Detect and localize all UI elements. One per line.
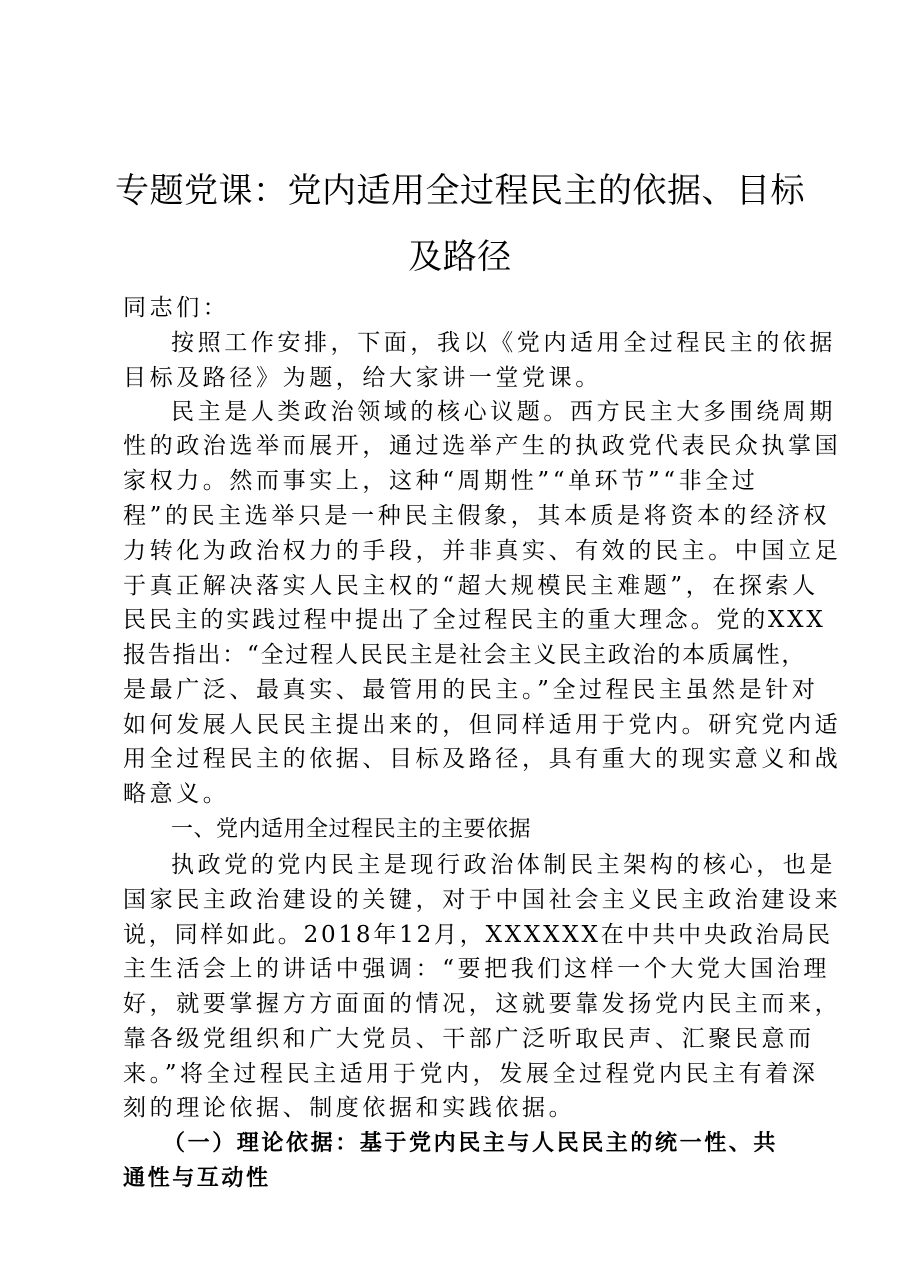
paragraph-line: 略意义。: [123, 781, 230, 807]
paragraph-line: 程”的民主选举只是一种民主假象，其本质是将资本的经济权: [123, 503, 830, 529]
paragraph-line: 刻的理论依据、制度依据和实践依据。: [123, 1095, 576, 1121]
paragraph-line: 说，同样如此。2018年12月，XXXXXX在中共中央政治局民: [123, 922, 833, 948]
paragraph-line: 靠各级党组织和广大党员、干部广泛听取民声、汇聚民意而: [123, 1026, 815, 1052]
paragraph-line: 目标及路径》为题，给大家讲一堂党课。: [123, 365, 602, 391]
paragraph-line: 执政党的党内民主是现行政治体制民主架构的核心，也是: [171, 852, 836, 878]
document-title-line-1: 专题党课：党内适用全过程民主的依据、目标: [115, 171, 805, 211]
paragraph-line: 民民主的实践过程中提出了全过程民主的重大理念。党的XXX: [123, 607, 826, 633]
paragraph-line: 来。”将全过程民主适用于党内，发展全过程党内民主有着深: [123, 1061, 819, 1087]
paragraph-line: 是最广泛、最真实、最管用的民主。”全过程民主虽然是针对: [123, 677, 819, 703]
paragraph-line: 按照工作安排，下面，我以《党内适用全过程民主的依据: [171, 330, 836, 356]
paragraph-line: 家权力。然而事实上，这种“周期性”“单环节”“非全过: [123, 468, 759, 494]
section-heading: 一、党内适用全过程民主的主要依据: [171, 817, 532, 842]
paragraph-line: 主生活会上的讲话中强调：“要把我们这样一个大党大国治理: [123, 956, 830, 982]
subsection-heading: （一）理论依据：基于党内民主与人民民主的统一性、共: [163, 1130, 779, 1156]
salutation: 同志们：: [123, 295, 230, 321]
paragraph-line: 好，就要掌握方方面面的情况，这就要靠发扬党内民主而来，: [123, 991, 842, 1017]
paragraph-line: 如何发展人民民主提出来的，但同样适用于党内。研究党内适: [123, 712, 842, 738]
subsection-heading-continued: 通性与互动性: [123, 1165, 271, 1191]
paragraph-line: 报告指出：“全过程人民民主是社会主义民主政治的本质属性，: [123, 642, 807, 668]
document-title-line-2: 及路径: [408, 237, 512, 277]
paragraph-line: 民主是人类政治领域的核心议题。西方民主大多围绕周期: [171, 399, 836, 425]
paragraph-line: 国家民主政治建设的关键，对于中国社会主义民主政治建设来: [123, 887, 842, 913]
paragraph-line: 于真正解决落实人民主权的“超大规模民主难题”，在探索人: [123, 573, 819, 599]
paragraph-line: 用全过程民主的依据、目标及路径，具有重大的现实意义和战: [123, 746, 842, 772]
paragraph-line: 力转化为政治权力的手段，并非真实、有效的民主。中国立足: [123, 538, 842, 564]
paragraph-line: 性的政治选举而展开，通过选举产生的执政党代表民众执掌国: [123, 433, 842, 459]
